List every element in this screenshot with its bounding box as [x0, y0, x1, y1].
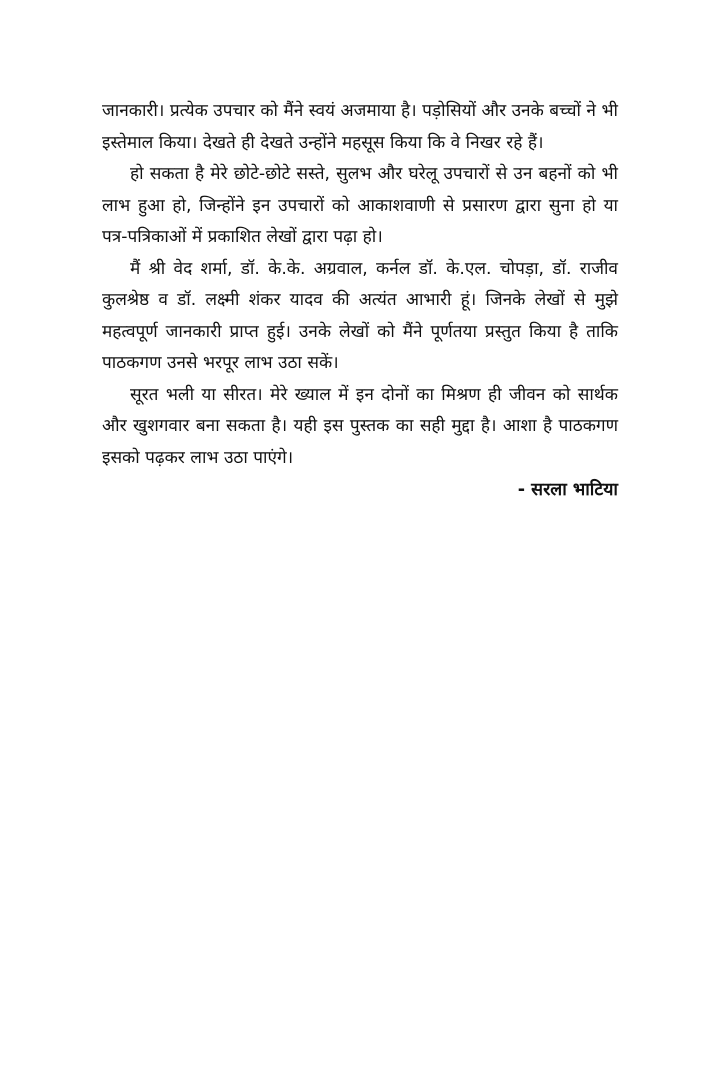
paragraph-remedies-benefit: हो सकता है मेरे छोटे-छोटे सस्ते, सुलभ और घरेलू उपचारों से उन बहनों को भी लाभ हुआ हो, जिन्होंने इन उपचारों को आकाशवाणी से प्रसारण द्वारा सुना हो या पत्र-पत्रिकाओं में प्रकाशित लेखों द्वारा पढ़ा हो। [102, 164, 618, 247]
paragraph-acknowledgements: मैं श्री वेद शर्मा, डॉ. के.के. अग्रवाल, कर्नल डॉ. के.एल. चोपड़ा, डॉ. राजीव कुलश्रेष्ठ व डॉ. लक्ष्मी शंकर यादव की अत्यंत आभारी हूं। जिनके लेखों से मुझे महत्वपूर्ण जानकारी प्राप्त हुई। उनके लेखों को मैंने पूर्णतया प्रस्तुत किया है ताकि पाठकगण उनसे भरपूर लाभ उठा सकें। [102, 258, 618, 373]
paragraph-closing: सूरत भली या सीरत। मेरे ख्याल में इन दोनों का मिश्रण ही जीवन को सार्थक और खुशगवार बना सकता है। यही इस पुस्तक का सही मुद्दा है। आशा है पाठकगण इसको पढ़कर लाभ उठा पाएंगे। [102, 384, 618, 468]
document-page [102, 96, 618, 506]
author-signature: - सरला भाटिया [517, 480, 618, 500]
paragraph-continuation: जानकारी। प्रत्येक उपचार को मैंने स्वयं अजमाया है। पड़ोसियों और उनके बच्चों ने भी इस्तेमाल किया। देखते ही देखते उन्होंने महसूस किया कि वे निखर रहे हैं। [102, 101, 618, 153]
